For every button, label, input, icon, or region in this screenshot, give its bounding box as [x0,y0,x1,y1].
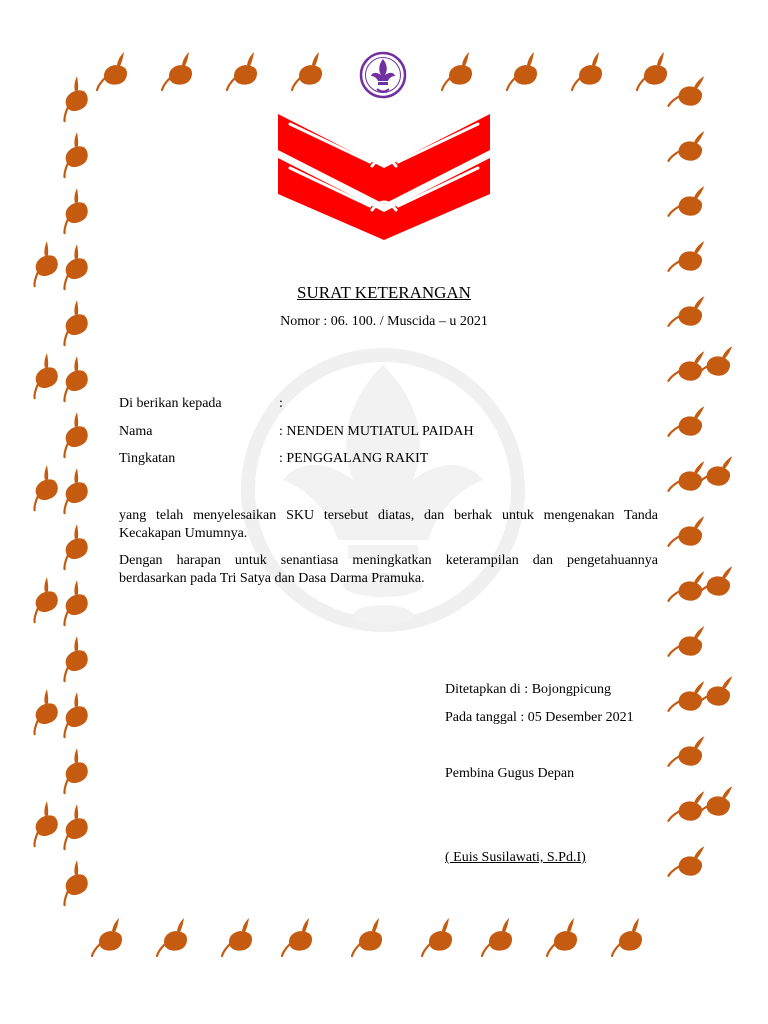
leaf-bud-icon [668,234,707,278]
leaf-bud-icon [668,564,707,608]
leaf-bud-icon [227,52,257,90]
leaf-bud-icon [282,918,312,956]
leaf-bud-icon [52,747,93,793]
leaf-bud-icon [507,52,537,90]
paragraph-2-line-2: berdasarkan pada Tri Satya dan Dasa Darma Pramuka. [119,571,425,586]
leaf-bud-icon [352,918,382,956]
leaf-bud-icon [52,467,93,513]
leaf-bud-icon [52,187,93,233]
leaf-bud-icon [668,69,707,113]
leaf-bud-icon [52,131,93,177]
paragraph-1-line-1: yang telah menyelesaikan SKU tersebut diatas, dan berhak untuk mengenakan Tanda [119,508,658,523]
leaf-bud-icon [52,411,93,457]
leaf-bud-icon [668,179,707,223]
leaf-bud-icon [668,729,707,773]
leaf-bud-icon [572,52,602,90]
scout-emblem-icon [359,48,407,102]
leaf-bud-icon [482,918,512,956]
leaf-bud-icon [52,859,93,905]
leaf-bud-icon [97,52,127,90]
paragraph-1-line-2: Kecakapan Umumnya. [119,526,248,541]
leaf-bud-icon [162,52,192,90]
leaf-bud-icon [52,803,93,849]
leaf-bud-icon [422,918,452,956]
field-value-recipient: : [279,396,283,411]
leaf-bud-icon [22,688,63,734]
leaf-bud-icon [547,918,577,956]
leaf-bud-icon [22,800,63,846]
leaf-bud-icon [22,240,63,286]
leaf-bud-icon [22,464,63,510]
leaf-bud-icon [696,669,735,713]
document-number: Nomor : 06. 100. / Muscida – u 2021 [280,314,488,329]
double-chevron-badge-icon [272,110,496,242]
leaf-bud-icon [668,839,707,883]
field-label-recipient: Di berikan kepada [119,396,222,411]
leaf-bud-icon [292,52,322,90]
signature-date: Pada tanggal : 05 Desember 2021 [445,710,634,725]
leaf-bud-icon [696,559,735,603]
leaf-bud-icon [696,339,735,383]
leaf-bud-icon [668,124,707,168]
leaf-bud-icon [52,691,93,737]
leaf-bud-icon [668,674,707,718]
leaf-bud-icon [52,579,93,625]
tunas-kelapa-watermark-icon [228,330,538,655]
signature-role: Pembina Gugus Depan [445,766,575,781]
leaf-bud-icon [668,344,707,388]
leaf-bud-icon [668,399,707,443]
field-value-name: : NENDEN MUTIATUL PAIDAH [279,424,474,439]
field-label-name: Nama [119,424,153,439]
leaf-bud-icon [92,918,122,956]
leaf-bud-icon [442,52,472,90]
leaf-bud-icon [696,449,735,493]
leaf-bud-icon [222,918,252,956]
leaf-bud-icon [637,52,667,90]
leaf-bud-icon [52,75,93,121]
leaf-bud-icon [668,619,707,663]
field-value-level: : PENGGALANG RAKIT [279,451,429,466]
signature-place: Ditetapkan di : Bojongpicung [445,682,612,697]
leaf-bud-icon [668,784,707,828]
leaf-bud-icon [668,509,707,553]
leaf-bud-icon [668,454,707,498]
leaf-bud-icon [157,918,187,956]
leaf-bud-icon [22,576,63,622]
leaf-bud-icon [696,779,735,823]
leaf-bud-icon [52,523,93,569]
field-label-level: Tingkatan [119,451,176,466]
leaf-bud-icon [52,355,93,401]
document-title: SURAT KETERANGAN [297,283,471,302]
leaf-bud-icon [22,352,63,398]
signature-name: ( Euis Susilawati, S.Pd.I) [445,850,586,865]
leaf-bud-icon [52,635,93,681]
paragraph-2-line-1: Dengan harapan untuk senantiasa meningkatkan keterampilan dan pengetahuannya [119,553,658,568]
leaf-bud-icon [612,918,642,956]
